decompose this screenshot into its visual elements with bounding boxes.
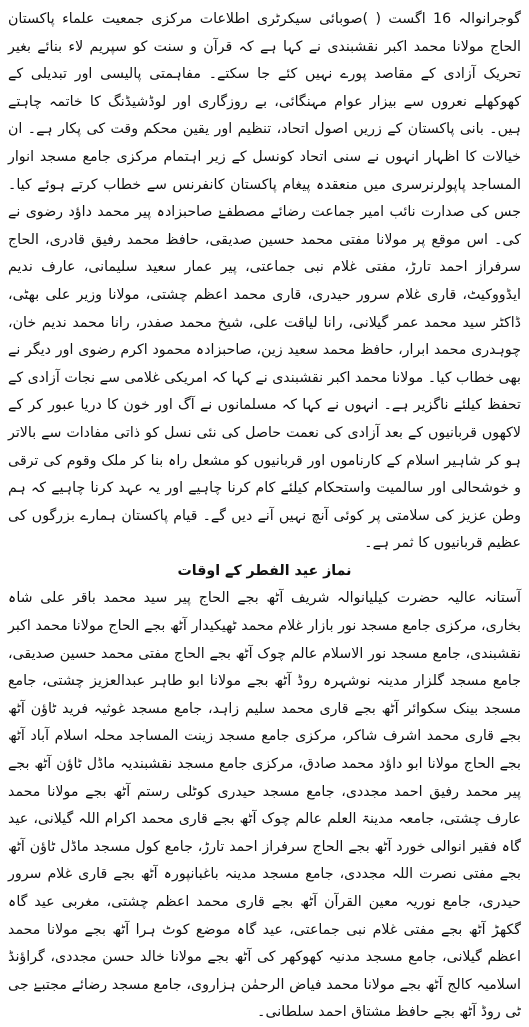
- section-heading-eid-timings: نماز عید الفطر کے اوقات: [177, 562, 352, 579]
- article-paragraph-eid-timings: آستانہ عالیہ حضرت کیلیانوالہ شریف آٹھ بجے الحاج پیر سید محمد باقر علی شاہ بخاری، مرکزی جامع مسجد نور بازار غلام محمد ٹھیکیدار آٹھ بجے الحاج مولانا محمد اکبر نقشبندی، جامع مسجد نور الاسلام عالم چوک آٹھ بجے الحاج مفتی محمد حسین صدیقی، جامع مسجد گلزار مدینہ نوشہرہ روڈ آٹھ بجے مولانا ابو طاہر عبدالعزیز چشتی، جامع مسجد بینک سکوائر آٹھ بجے قاری محمد سلیم زاہد، جامع مسجد غوثیہ فرید ٹاؤن آٹھ بجے قاری محمد اشرف شاکر، مرکزی جامع مسجد زینت المساجد محلہ اسلام آباد آٹھ بجے الحاج مولانا ابو داؤد محمد صادق، مرکزی جامع مسجد نقشبندیہ ماڈل ٹاؤن آٹھ بجے پیر محمد رفیق احمد مجددی، جامع مسجد حیدری کوٹلی رستم آٹھ بجے مولانا محمد عارف چشتی، جامعہ مدینۃ العلم عالم چوک آٹھ بجے قاری محمد اکرام اللہ گیلانی، عید گاہ فقیر انوالی خورد آٹھ بجے الحاج سرفراز احمد تارڑ، جامع کول مسجد ماڈل ٹاؤن آٹھ بجے مفتی نصرت اللہ مجددی، جامع مسجد مدینہ باغبانپورہ آٹھ بجے قاری غلام سرور حیدری، جامع نوریہ معین القرآن آٹھ بجے قاری محمد اعظم چشتی، مغربی عید گاہ گکھڑ آٹھ بجے مفتی غلام نبی جماعتی، عید گاہ موضع کوٹ ہرا آٹھ بجے مولانا محمد اعظم گیلانی، جامع مسجد مدنیہ کھوکھر کی آٹھ بجے مولانا خالد حسن مجددی، گراؤنڈ اسلامیہ کالج آٹھ بجے مولانا محمد فیاض الرحمٰن ہزاروی، جامع مسجد رضائے مجتبےٰ جی ٹی روڈ آٹھ بجے حافظ مشتاق احمد سلطانی۔: [8, 590, 521, 1021]
- article-paragraph-main: گوجرانوالہ 16 اگست ( )صوبائی سیکرٹری اطلاعات مرکزی جمعیت علماء پاکستان الحاج مولانا محمد اکبر نقشبندی نے کہا ہے کہ قرآن و سنت کو سپریم لاء بنائے بغیر تحریک آزادی کے مقاصد پورے نہیں کئے جا سکتے۔ مفاہمتی پالیسی اور تبدیلی کے کھوکھلے نعروں سے بیزار عوام مہنگائی، بے روزگاری اور لوڈشیڈنگ کا خاتمہ چاہتے ہیں۔ بانی پاکستان کے زریں اصول اتحاد، تنظیم اور یقین محکم وقت کی پکار ہے۔ ان خیالات کا اظہار انہوں نے سنی اتحاد کونسل کے زیر اہتمام مرکزی جامع مسجد انوار المساجد پاپولرنرسری میں منعقدہ پیغام پاکستان کانفرنس سے خطاب کرتے ہوئے کیا۔ جس کی صدارت نائب امیر جماعت رضائے مصطفےٰ صاحبزادہ پیر محمد داؤد رضوی نے کی۔ اس موقع پر مولانا مفتی محمد حسین صدیقی، حافظ محمد رفیق قادری، الحاج سرفراز احمد تارڑ، مفتی غلام نبی جماعتی، پیر عمار سعید سلیمانی، عارف ندیم ایڈووکیٹ، قاری غلام سرور حیدری، قاری محمد اعظم چشتی، مولانا وزیر علی بھٹی، ڈاکٹر سید محمد عمر گیلانی، رانا لیاقت علی، شیخ محمد صفدر، رانا محمد ندیم خان، چوہدری محمد ابرار، حافظ محمد سعید زین، صاحبزادہ محمود اکرم رضوی اور دیگر نے بھی خطاب کیا۔ مولانا محمد اکبر نقشبندی نے کہا کہ امریکی غلامی سے نجات آزادی کے تحفظ کیلئے ناگزیر ہے۔ انہوں نے کہا کہ مسلمانوں نے آگ اور خون کا دریا عبور کر کے لاکھوں قربانیوں کے بعد آزادی کی نعمت حاصل کی نئی نسل کو ذاتی مفادات سے بالاتر ہو کر شاہیر اسلام کے کارناموں اور قربانیوں کو مشعل راہ بنا کر ملک وقوم کی ترقی و خوشحالی اور سالمیت واستحکام کیلئے کام کرنا چاہیے اور یہ عہد کرنا چاہیے کہ ہم وطن عزیز کی سلامتی پر کوئی آنچ نہیں آنے دیں گے۔ قیام پاکستان ہمارے بزرگوں کی عظیم قربانیوں کا ثمر ہے۔: [8, 11, 521, 552]
